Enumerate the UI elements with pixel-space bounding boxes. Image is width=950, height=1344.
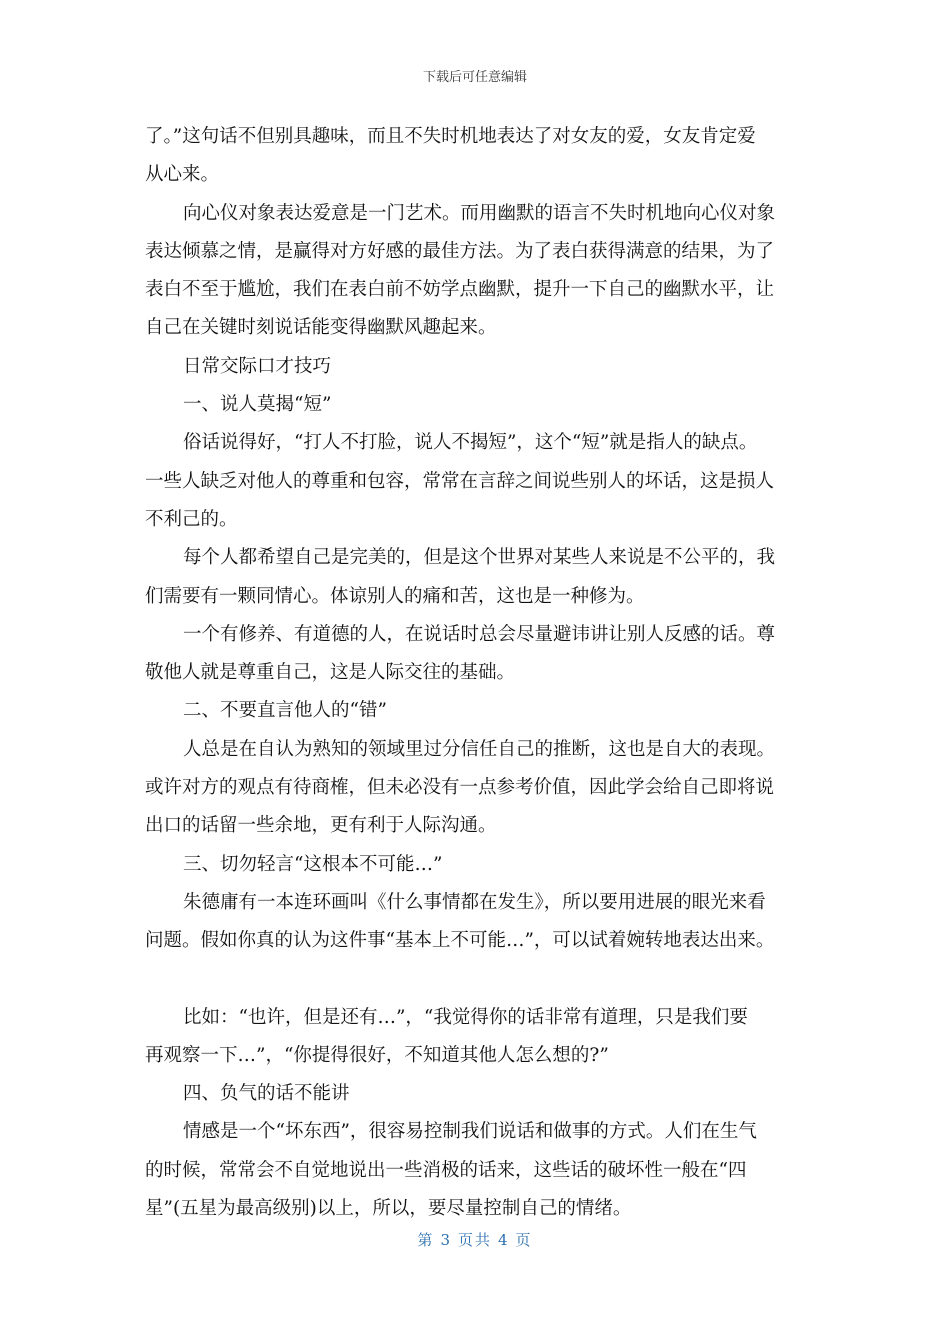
blank-line — [145, 961, 810, 999]
text-line: 日常交际口才技巧 — [183, 355, 332, 377]
text-line: 比如：“也许，但是还有…”，“我觉得你的话非常有道理，只是我们要 — [183, 1006, 748, 1028]
text-line: 不利己的。 — [145, 508, 238, 530]
text-line: 星”(五星为最高级别)以上，所以，要尽量控制自己的情绪。 — [145, 1198, 632, 1220]
footer-middle: 页共 — [457, 1231, 492, 1249]
text-line: 或许对方的观点有待商榷，但未必没有一点参考价值，因此学会给自己即将说 — [145, 777, 775, 799]
text-line: 朱德庸有一本连环画叫《什么事情都在发生》，所以要用进展的眼光来看 — [183, 891, 766, 913]
footer-suffix: 页 — [515, 1231, 533, 1249]
text-line: 表白不至于尴尬，我们在表白前不妨学点幽默，提升一下自己的幽默水平，让 — [145, 279, 775, 301]
text-line: 敬他人就是尊重自己，这是人际交往的基础。 — [145, 662, 516, 684]
page-header: 下载后可任意编辑 — [422, 70, 527, 85]
text-line: 四、负气的话不能讲 — [183, 1083, 350, 1105]
text-line: 情感是一个“坏东西”，很容易控制我们说话和做事的方式。人们在生气 — [183, 1121, 757, 1143]
text-line: 一个有修养、有道德的人，在说话时总会尽量避讳讲让别人反感的话。尊 — [183, 623, 776, 645]
text-line: 出口的话留一些余地，更有利于人际沟通。 — [145, 815, 497, 837]
text-line: 每个人都希望自己是完美的，但是这个世界对某些人来说是不公平的，我 — [183, 547, 776, 569]
text-line: 三、切勿轻言“这根本不可能…” — [183, 853, 443, 875]
text-line: 再观察一下…”，“你提得很好，不知道其他人怎么想的?” — [145, 1044, 609, 1066]
page-footer — [0, 1229, 950, 1250]
text-line: 俗话说得好，“打人不打脸，说人不揭短”，这个“短”就是指人的缺点。 — [183, 432, 758, 454]
text-line: 向心仪对象表达爱意是一门艺术。而用幽默的语言不失时机地向心仪对象 — [183, 202, 776, 224]
text-line: 人总是在自认为熟知的领域里过分信任自己的推断，这也是自大的表现。 — [183, 738, 776, 760]
text-line: 问题。假如你真的认为这件事“基本上不可能…”，可以试着婉转地表达出来。 — [145, 930, 775, 952]
footer-prefix: 第 — [417, 1231, 435, 1249]
text-line: 从心来。 — [145, 164, 220, 186]
text-line: 一些人缺乏对他人的尊重和包容，常常在言辞之间说些别人的坏话，这是损人 — [145, 470, 775, 492]
document-body — [145, 118, 810, 1228]
text-line: 二、不要直言他人的“错” — [183, 700, 387, 722]
text-line: 们需要有一颗同情心。体谅别人的痛和苦，这也是一种修为。 — [145, 585, 645, 607]
footer-page-number: 3 — [440, 1231, 452, 1249]
text-line: 的时候，常常会不自觉地说出一些消极的话来，这些话的破坏性一般在“四 — [145, 1159, 747, 1181]
text-line: 了。”这句话不但别具趣味，而且不失时机地表达了对女友的爱，女友肯定爱 — [145, 126, 756, 147]
text-line: 一、说人莫揭“短” — [183, 394, 332, 416]
text-line: 自己在关键时刻说话能变得幽默风趣起来。 — [145, 317, 497, 339]
footer-total-pages: 4 — [498, 1231, 510, 1249]
text-line: 表达倾慕之情，是赢得对方好感的最佳方法。为了表白获得满意的结果，为了 — [145, 240, 775, 262]
